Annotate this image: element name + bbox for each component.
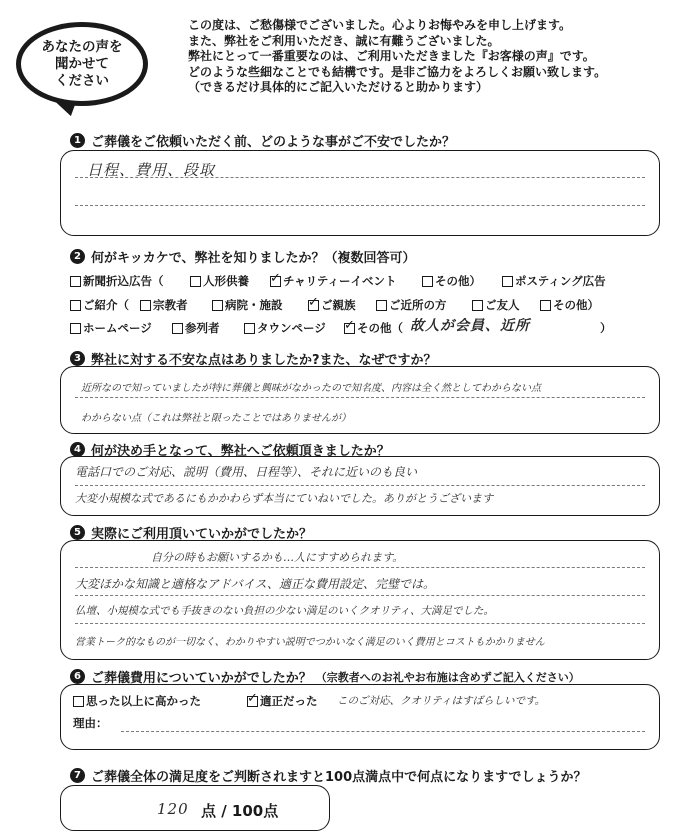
q5-answer-box[interactable] <box>60 540 660 660</box>
q5-handwritten-line: 大変ほかな知識と適格なアドバイス、適正な費用設定、完璧では。 <box>75 577 436 591</box>
q1-heading <box>70 131 455 150</box>
q2-option-friends[interactable]: ご友人 <box>472 297 520 313</box>
q2-option-relatives[interactable]: ✓ ご親族 <box>308 297 356 313</box>
q2-option-townpage[interactable]: タウンページ <box>244 320 326 336</box>
q6-number-badge: 6 <box>70 669 85 684</box>
checkbox[interactable] <box>172 323 183 334</box>
checkbox[interactable] <box>70 300 81 311</box>
checkbox[interactable] <box>472 300 483 311</box>
q2-option-religious[interactable]: 宗教者 <box>140 297 188 313</box>
checkbox[interactable] <box>422 276 433 287</box>
checkbox[interactable] <box>376 300 387 311</box>
intro-line: どのような些細なことでも結構です。是非ご協力をよろしくお願い致します。 <box>188 64 607 79</box>
q1-answer-box[interactable] <box>60 150 660 236</box>
q7-score-suffix: 点 / 100点 <box>201 802 279 820</box>
q5-handwritten-line: 営業トーク的なものが一切なく、わかりやすい説明でつかいなく満足のいく費用とコストもかかりません <box>75 637 545 648</box>
q3-handwritten-line: わからない点（これは弊社と限ったことではありませんが） <box>81 413 351 424</box>
q7-handwritten-score: 120 <box>157 800 189 818</box>
checkbox[interactable] <box>70 276 81 287</box>
q4-handwritten-line: 大変小規模な式であるにもかかわらず本当にていねいでした。ありがとうございます <box>75 492 493 505</box>
q6-handwritten-comment: このご対応、クオリティはすばらしいです。 <box>337 695 546 707</box>
q2-option-neighbors[interactable]: ご近所の方 <box>376 297 447 313</box>
q2-option-attendee[interactable]: 参列者 <box>172 320 220 336</box>
q7-score-box[interactable] <box>60 785 330 831</box>
checkbox[interactable] <box>140 300 151 311</box>
q2-other-handwritten: 故人が会員、近所 <box>410 318 530 334</box>
q2-option-posting[interactable]: ポスティング広告 <box>502 273 606 289</box>
q5-question: 実際にご利用頂いていかがでしたか？ <box>91 527 313 542</box>
checkbox[interactable] <box>190 276 201 287</box>
q4-question: 何が決め手となって、弊社へご依頼頂きましたか？ <box>91 444 390 459</box>
bubble-line: 聞かせて <box>55 55 109 72</box>
q6-question-note: （宗教者へのお礼やお布施は含めずご記入ください） <box>315 670 580 684</box>
q2-option-homepage[interactable]: ホームページ <box>70 320 152 336</box>
checkbox[interactable] <box>70 323 81 334</box>
q2-option-newspaper[interactable]: 新聞折込広告（ <box>70 273 164 289</box>
q6-option-appropriate[interactable]: ✓ 適正だった <box>247 693 318 709</box>
q5-handwritten-line: 仏壇、小規模な式でも手抜きのない負担の少ない満足のいくクオリティ、大満足でした。 <box>75 605 494 617</box>
q6-reason-label: 理由： <box>73 716 108 730</box>
q2-option-other-ad[interactable]: その他） <box>422 273 481 289</box>
checkbox-checked[interactable] <box>270 276 281 287</box>
q2-option-other-referral[interactable]: その他） <box>540 297 599 313</box>
intro-line: この度は、ご愁傷様でございました。心よりお悔やみを申し上げます。 <box>188 18 572 32</box>
q2-option-doll-memorial[interactable]: 人形供養 <box>190 273 249 289</box>
q4-handwritten-line: 電話口でのご対応、説明（費用、日程等）、それに近いのも良い <box>75 465 418 479</box>
q6-question: ご葬儀費用についていかがでしたか？ <box>91 671 312 686</box>
q2-option-referral[interactable]: ご紹介（ <box>70 297 129 313</box>
q2-option-other[interactable]: ✓ その他（ <box>344 320 403 336</box>
q5-number-badge: 5 <box>70 525 85 540</box>
q2-heading <box>70 247 415 266</box>
q3-handwritten-line: 近所なので知っていましたが特に葬儀と興味がなかったので知名度、内容は全く然としてわからない点 <box>81 383 541 394</box>
q2-number-badge: 2 <box>70 249 85 264</box>
checkbox-checked[interactable] <box>308 300 319 311</box>
q2-question: 何がキッカケで、弊社を知りましたか？（複数回答可） <box>91 251 416 266</box>
q7-number-badge: 7 <box>70 768 85 783</box>
intro-line: また、弊社をご利用いただき、誠に有難うございました。 <box>188 33 500 48</box>
checkbox[interactable] <box>212 300 223 311</box>
q1-handwritten-answer: 日程、費用、段取 <box>87 161 216 179</box>
q2-other-close-paren: ） <box>600 321 612 335</box>
checkbox[interactable] <box>244 323 255 334</box>
q4-number-badge: 4 <box>70 442 85 457</box>
checkbox-checked[interactable] <box>247 696 258 707</box>
intro-line: （できるだけ具体的にご記入いただけると助かります） <box>188 80 489 94</box>
q7-heading <box>70 766 587 785</box>
q1-question: ご葬儀をご依頼いただく前、どのような事がご不安でしたか？ <box>91 135 456 150</box>
checkbox-checked[interactable] <box>344 323 355 334</box>
q2-option-charity-event[interactable]: ✓ チャリティーイベント <box>270 273 397 289</box>
q4-answer-box[interactable] <box>60 456 660 516</box>
q3-number-badge: 3 <box>70 351 85 366</box>
bubble-line: ください <box>55 72 109 89</box>
q2-option-hospital[interactable]: 病院・施設 <box>212 297 283 313</box>
checkbox[interactable] <box>73 696 84 707</box>
q5-handwritten-line: 自分の時もお願いするかも…人にすすめられます。 <box>151 551 404 564</box>
q6-option-expensive[interactable]: 思った以上に高かった <box>73 693 201 709</box>
checkbox[interactable] <box>540 300 551 311</box>
intro-text <box>188 18 606 96</box>
q6-answer-box[interactable] <box>60 684 660 750</box>
speech-bubble <box>16 22 148 106</box>
intro-line: 弊社にとって一番重要なのは、ご利用いただきました『お客様の声』です。 <box>188 49 595 63</box>
q1-number-badge: 1 <box>70 133 85 148</box>
checkbox[interactable] <box>502 276 513 287</box>
q3-question: 弊社に対する不安な点はありましたか?また、なぜですか？ <box>91 353 437 368</box>
bubble-line: あなたの声を <box>41 38 123 55</box>
q3-answer-box[interactable] <box>60 366 660 434</box>
q7-question: ご葬儀全体の満足度をご判断されますと100点満点中で何点になりますでしょうか？ <box>91 770 587 785</box>
